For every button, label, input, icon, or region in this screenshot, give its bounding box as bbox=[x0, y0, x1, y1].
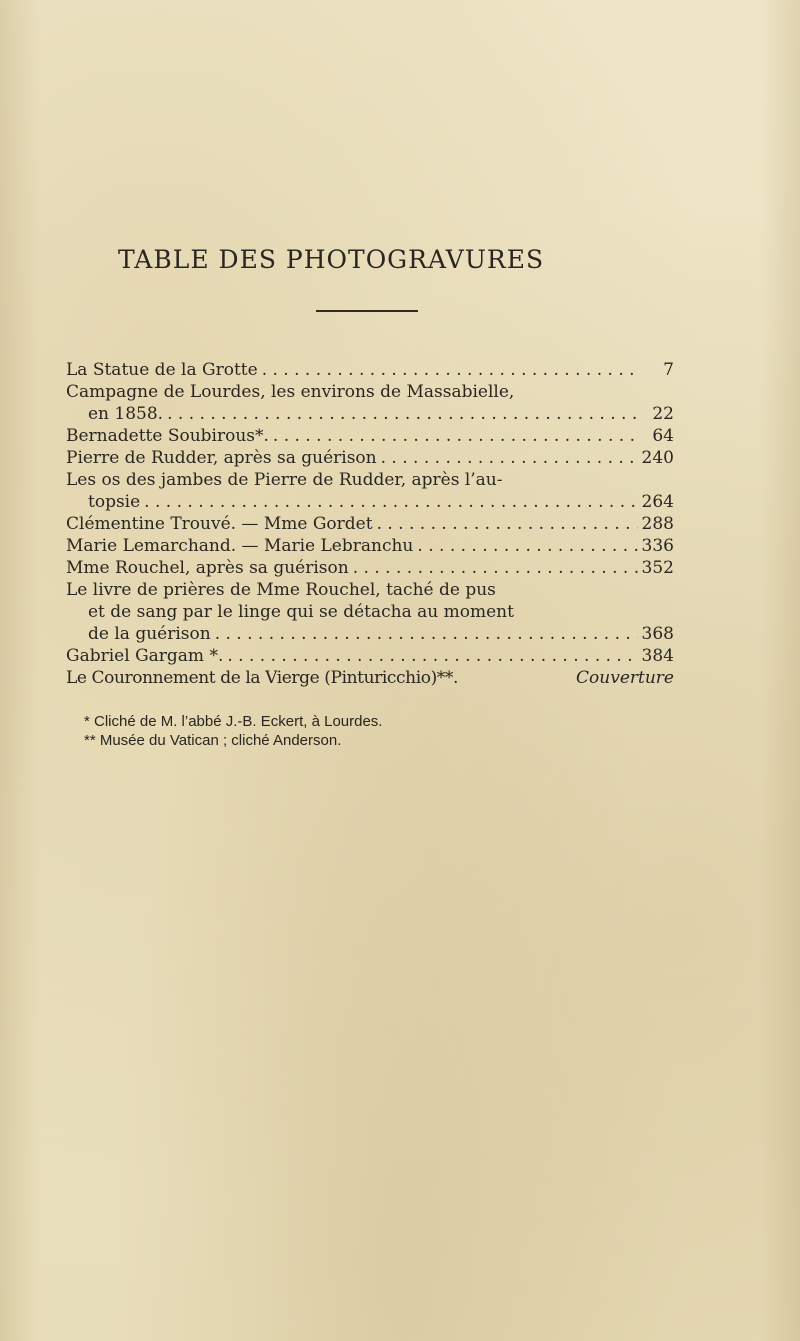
footnote: ** Musée du Vatican ; cliché Anderson. bbox=[84, 732, 342, 749]
footnotes bbox=[84, 712, 382, 750]
entry-title-continuation: de la guérison bbox=[88, 624, 211, 644]
toc-entry bbox=[66, 535, 674, 557]
leader-dots bbox=[144, 491, 637, 513]
footnote: * Cliché de M. l’abbé J.-B. Eckert, à Lourdes. bbox=[84, 713, 383, 730]
title-rule bbox=[316, 310, 418, 312]
entry-title: Marie Lemarchand. — Marie Lebranchu bbox=[66, 536, 414, 556]
leader-dots bbox=[417, 535, 637, 557]
page-number: 7 bbox=[663, 360, 674, 380]
page-number: 288 bbox=[641, 514, 674, 534]
toc-entry bbox=[66, 667, 674, 689]
leader-dots bbox=[262, 359, 640, 381]
page-number: 22 bbox=[652, 404, 674, 424]
page-number: Couverture bbox=[576, 668, 674, 688]
toc-entry bbox=[66, 359, 674, 381]
toc-entry bbox=[66, 579, 674, 645]
page-number: 336 bbox=[641, 536, 674, 556]
entry-title: Pierre de Rudder, après sa guérison bbox=[66, 448, 377, 468]
entry-title: Le livre de prières de Mme Rouchel, taché de pus bbox=[66, 580, 496, 600]
toc-entry bbox=[66, 447, 674, 469]
entry-title-continuation: topsie bbox=[88, 492, 141, 512]
page-number: 368 bbox=[641, 624, 674, 644]
entry-title: Mme Rouchel, après sa guérison bbox=[66, 558, 349, 578]
toc-entry bbox=[66, 381, 674, 425]
toc-entry bbox=[66, 513, 674, 535]
page-number: 64 bbox=[652, 426, 674, 446]
leader-dots bbox=[167, 403, 640, 425]
leader-dots bbox=[377, 513, 638, 535]
entry-title-continuation: en 1858. bbox=[88, 404, 164, 424]
entry-title-continuation: et de sang par le linge qui se détacha au moment bbox=[88, 602, 514, 622]
page-number: 384 bbox=[641, 646, 674, 666]
leader-dots bbox=[273, 425, 640, 447]
leader-dots bbox=[381, 447, 638, 469]
page-title: TABLE DES PHOTOGRAVURES bbox=[118, 245, 545, 274]
entry-title: Bernadette Soubirous*. bbox=[66, 426, 269, 446]
page-number: 352 bbox=[641, 558, 674, 578]
leader-dots bbox=[227, 645, 637, 667]
entry-title: Clémentine Trouvé. — Mme Gordet bbox=[66, 514, 373, 534]
toc-entry bbox=[66, 645, 674, 667]
leader-dots bbox=[215, 623, 638, 645]
entry-title: Le Couronnement de la Vierge (Pinturicchio)**. bbox=[66, 668, 458, 688]
entry-title: Campagne de Lourdes, les environs de Massabielle, bbox=[66, 382, 515, 402]
entry-title: Gabriel Gargam *. bbox=[66, 646, 224, 666]
page-edge-left bbox=[0, 0, 40, 1341]
table-of-photogravures bbox=[66, 359, 674, 689]
entry-title: La Statue de la Grotte bbox=[66, 360, 258, 380]
leader-dots bbox=[353, 557, 638, 579]
entry-title: Les os des jambes de Pierre de Rudder, après l’au- bbox=[66, 470, 503, 490]
toc-entry bbox=[66, 425, 674, 447]
toc-entry bbox=[66, 557, 674, 579]
toc-entry bbox=[66, 469, 674, 513]
page-edge-right bbox=[760, 0, 800, 1341]
page-number: 240 bbox=[641, 448, 674, 468]
page-number: 264 bbox=[641, 492, 674, 512]
